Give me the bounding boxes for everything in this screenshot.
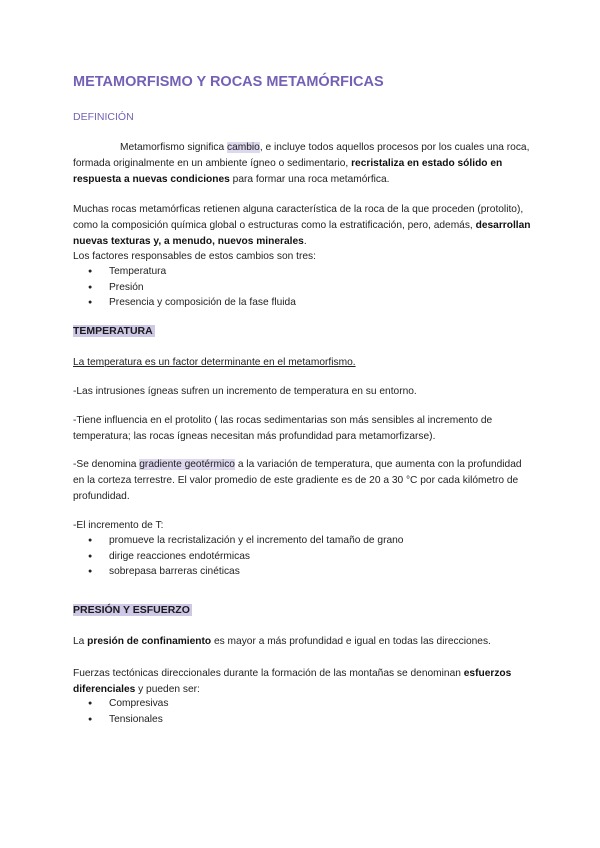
factores-intro: Los factores responsables de estos cambios son tres: [73,251,316,262]
temperatura-paragraph-1: -Las intrusiones ígneas sufren un incremento de temperatura en su entorno. [73,386,417,397]
factores-list [73,264,296,311]
list-item: ● promueve la recristalización y el incremento del tamaño de grano [73,533,403,549]
bold-nuevas-texturas: desarrollan nuevas texturas y, a menudo, nuevos minerales [73,220,531,247]
bold-esfuerzos: esfuerzos diferenciales [73,668,512,695]
list-item: ● dirige reacciones endotérmicas [73,549,403,565]
list-item: ● Tensionales [73,712,168,728]
incremento-intro: -El incremento de T: [73,520,164,531]
list-item: ● Presencia y composición de la fase fluida [73,295,296,311]
presion-paragraph-2: Fuerzas tectónicas direccionales durante la formación de las montañas se denominan esfuerzos diferenciales y pueden ser: [73,668,512,695]
temperatura-paragraph-2: -Tiene influencia en el protolito ( las rocas sedimentarias son más sensibles al incremento de temperatura; las rocas ígneas necesitan más profundidad para metamorfizarse). [73,415,493,442]
list-item: ● Compresivas [73,696,168,712]
document-title: METAMORFISMO Y ROCAS METAMÓRFICAS [73,74,384,90]
definicion-paragraph-2: Muchas rocas metamórficas retienen alguna característica de la roca de la que proceden (protolito), como la composición química global o estructuras como la estratificación, pero, además, desarrollan nuevas texturas y, a menudo, nuevos minerales. [73,204,531,247]
esfuerzos-list [73,696,168,727]
bold-presion-confinamiento: presión de confinamiento [87,636,212,647]
list-item: ● Temperatura [73,264,296,280]
temperatura-heading: TEMPERATURA [73,325,153,337]
definicion-paragraph-1: Metamorfismo significa cambio, e incluye todos aquellos procesos por los cuales una roca, formada originalmente en un ambiente ígneo o sedimentario, recristaliza en estado sólido en respuesta a nuevas condiciones para formar una roca metamórfica. [73,142,530,185]
incremento-list [73,533,403,580]
definicion-heading: DEFINICIÓN [73,111,134,123]
temperatura-underlined: La temperatura es un factor determinante en el metamorfismo. [73,357,356,368]
presion-paragraph-1: La presión de confinamiento es mayor a más profundidad e igual en todas las direcciones. [73,636,491,647]
highlight-gradiente: gradiente geotérmico [139,459,235,470]
list-item: ● sobrepasa barreras cinéticas [73,564,403,580]
temperatura-paragraph-3: -Se denomina gradiente geotérmico a la variación de temperatura, que aumenta con la profundidad en la corteza terrestre. El valor promedio de este gradiente es de 20 a 30 °C por cada kilómetro de profundidad. [73,459,522,502]
highlight-cambio: cambio [227,142,260,153]
bold-recristaliza: recristaliza en estado sólido en respuesta a nuevas condiciones [73,158,503,185]
list-item: ● Presión [73,280,296,296]
presion-heading: PRESIÓN Y ESFUERZO [73,604,190,616]
